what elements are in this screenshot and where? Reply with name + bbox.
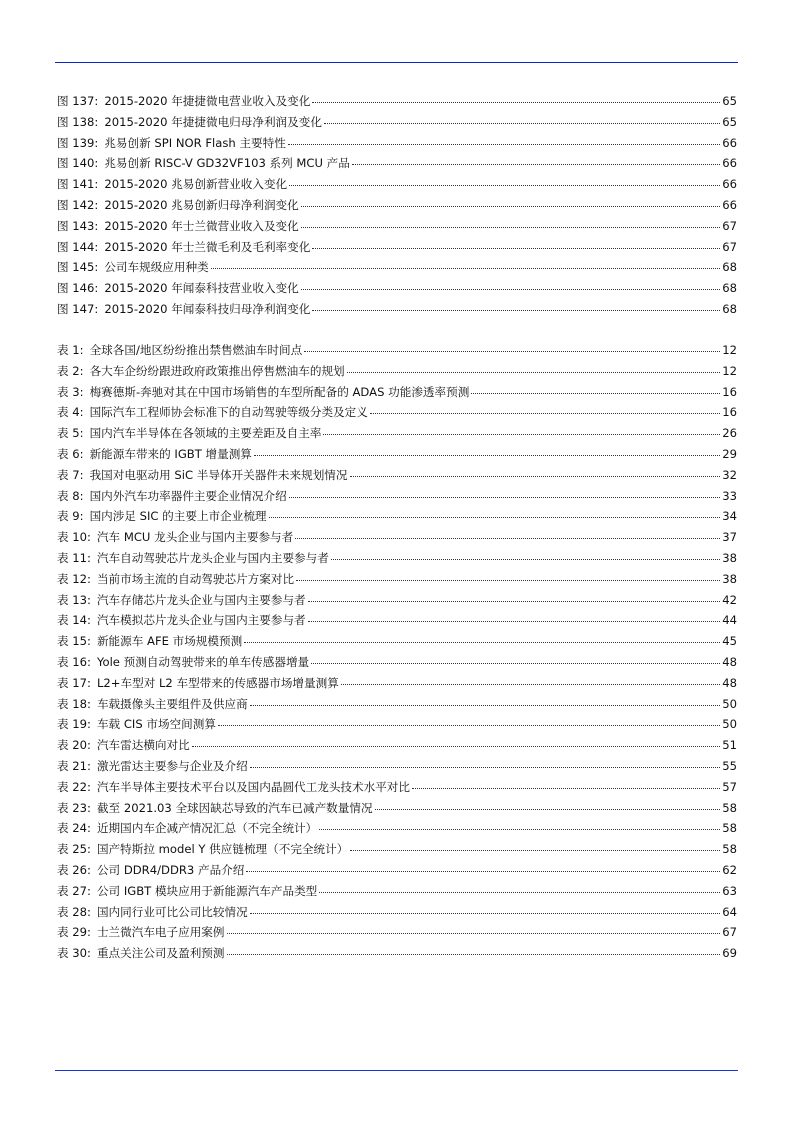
table-entry[interactable] xyxy=(57,860,737,881)
entry-title: 国产特斯拉 model Y 供应链梳理（不完全统计） xyxy=(96,842,349,857)
table-entry[interactable] xyxy=(57,694,737,715)
entry-label: 图 146: xyxy=(57,281,99,296)
dot-leader xyxy=(370,412,720,414)
entry-page-number: 45 xyxy=(722,634,737,649)
dot-leader xyxy=(312,247,720,249)
dot-leader xyxy=(301,226,720,228)
dot-leader xyxy=(312,101,720,103)
table-entry[interactable] xyxy=(57,714,737,735)
entry-page-number: 67 xyxy=(722,925,737,940)
dot-leader xyxy=(227,932,721,934)
entry-title: 2015-2020 年捷捷微电归母净利润及变化 xyxy=(104,114,322,129)
table-entry[interactable] xyxy=(57,756,737,777)
entry-label: 表 21: xyxy=(57,758,91,773)
dot-leader xyxy=(211,267,721,269)
entry-label: 表 22: xyxy=(57,779,91,794)
entry-label: 表 9: xyxy=(57,509,84,524)
entry-title: 车载摄像头主要组件及供应商 xyxy=(96,696,248,711)
table-entry[interactable] xyxy=(57,777,737,798)
entry-title: 新能源车带来的 IGBT 增量测算 xyxy=(89,446,252,461)
entry-page-number: 42 xyxy=(722,592,737,607)
table-entry[interactable] xyxy=(57,465,737,486)
entry-page-number: 58 xyxy=(722,821,737,836)
figure-entry[interactable] xyxy=(57,133,737,154)
entry-page-number: 48 xyxy=(722,654,737,669)
figure-list xyxy=(57,91,737,320)
entry-title: 国际汽车工程师协会标准下的自动驾驶等级分类及定义 xyxy=(89,405,368,420)
table-entry[interactable] xyxy=(57,631,737,652)
entry-page-number: 51 xyxy=(722,738,737,753)
entry-label: 表 26: xyxy=(57,862,91,877)
table-entry[interactable] xyxy=(57,402,737,423)
entry-page-number: 68 xyxy=(722,301,737,316)
entry-label: 表 25: xyxy=(57,842,91,857)
entry-page-number: 62 xyxy=(722,862,737,877)
entry-label: 表 10: xyxy=(57,530,91,545)
dot-leader xyxy=(308,620,721,622)
entry-page-number: 38 xyxy=(722,550,737,565)
figure-entry[interactable] xyxy=(57,112,737,133)
entry-page-number: 66 xyxy=(722,135,737,150)
dot-leader xyxy=(246,870,720,872)
dot-leader xyxy=(218,724,720,726)
dot-leader xyxy=(471,392,720,394)
dot-leader xyxy=(289,184,720,186)
entry-title: 近期国内车企减产情况汇总（不完全统计） xyxy=(96,821,318,836)
entry-title: 当前市场主流的自动驾驶芯片方案对比 xyxy=(96,571,295,586)
figure-entry[interactable] xyxy=(57,299,737,320)
entry-title: 重点关注公司及盈利预测 xyxy=(96,946,225,961)
entry-label: 表 23: xyxy=(57,800,91,815)
dot-leader xyxy=(331,558,720,560)
table-entry[interactable] xyxy=(57,673,737,694)
entry-title: 2015-2020 兆易创新归母净利润变化 xyxy=(104,197,299,212)
table-entry[interactable] xyxy=(57,569,737,590)
entry-title: 新能源车 AFE 市场规模预测 xyxy=(96,634,243,649)
entry-label: 表 3: xyxy=(57,384,84,399)
dot-leader xyxy=(323,433,720,435)
entry-title: 截至 2021.03 全球因缺芯导致的汽车已减产数量情况 xyxy=(96,800,373,815)
entry-title: 士兰微汽车电子应用案例 xyxy=(96,925,225,940)
entry-page-number: 68 xyxy=(722,260,737,275)
entry-page-number: 66 xyxy=(722,156,737,171)
entry-page-number: 66 xyxy=(722,197,737,212)
entry-page-number: 66 xyxy=(722,177,737,192)
entry-page-number: 12 xyxy=(722,363,737,378)
entry-title: 兆易创新 RISC-V GD32VF103 系列 MCU 产品 xyxy=(104,156,350,171)
entry-title: 汽车自动驾驶芯片龙头企业与国内主要参与者 xyxy=(96,550,329,565)
entry-page-number: 16 xyxy=(722,405,737,420)
entry-page-number: 44 xyxy=(722,613,737,628)
entry-title: 梅赛德斯-奔驰对其在中国市场销售的车型所配备的 ADAS 功能渗透率预测 xyxy=(89,384,470,399)
entry-title: Yole 预测自动驾驶带来的单车传感器增量 xyxy=(96,654,310,669)
figure-entry[interactable] xyxy=(57,153,737,174)
entry-page-number: 58 xyxy=(722,800,737,815)
entry-label: 表 7: xyxy=(57,467,84,482)
entry-title: 国内同行业可比公司比较情况 xyxy=(96,904,248,919)
entry-page-number: 50 xyxy=(722,717,737,732)
entry-title: 公司 IGBT 模块应用于新能源汽车产品类型 xyxy=(96,883,318,898)
dot-leader xyxy=(375,808,721,810)
table-entry[interactable] xyxy=(57,527,737,548)
entry-title: 2015-2020 年闻泰科技归母净利润变化 xyxy=(104,301,311,316)
entry-page-number: 29 xyxy=(722,446,737,461)
entry-label: 表 24: xyxy=(57,821,91,836)
figure-entry[interactable] xyxy=(57,195,737,216)
entry-page-number: 37 xyxy=(722,530,737,545)
entry-label: 表 17: xyxy=(57,675,91,690)
entry-label: 表 6: xyxy=(57,446,84,461)
dot-leader xyxy=(352,163,720,165)
entry-page-number: 58 xyxy=(722,842,737,857)
entry-page-number: 32 xyxy=(722,467,737,482)
entry-page-number: 68 xyxy=(722,281,737,296)
entry-label: 表 12: xyxy=(57,571,91,586)
entry-page-number: 63 xyxy=(722,883,737,898)
figure-entry[interactable] xyxy=(57,237,737,258)
entry-label: 图 145: xyxy=(57,260,99,275)
entry-label: 表 5: xyxy=(57,426,84,441)
dot-leader xyxy=(347,371,721,373)
figure-entry[interactable] xyxy=(57,278,737,299)
entry-title: 汽车雷达横向对比 xyxy=(96,738,190,753)
dot-leader xyxy=(288,143,720,145)
entry-title: 各大车企纷纷跟进政府政策推出停售燃油车的规划 xyxy=(89,363,345,378)
entry-label: 表 19: xyxy=(57,717,91,732)
entry-label: 图 139: xyxy=(57,135,99,150)
table-entry[interactable] xyxy=(57,361,737,382)
entry-title: 车载 CIS 市场空间测算 xyxy=(96,717,216,732)
entry-title: 2015-2020 兆易创新营业收入变化 xyxy=(104,177,288,192)
entry-page-number: 16 xyxy=(722,384,737,399)
figure-entry[interactable] xyxy=(57,257,737,278)
table-list xyxy=(57,340,737,964)
entry-title: 公司车规级应用种类 xyxy=(104,260,209,275)
entry-title: 汽车存储芯片龙头企业与国内主要参与者 xyxy=(96,592,306,607)
table-entry[interactable] xyxy=(57,902,737,923)
dot-leader xyxy=(350,475,721,477)
dot-leader xyxy=(311,662,720,664)
table-entry[interactable] xyxy=(57,382,737,403)
entry-label: 图 147: xyxy=(57,301,99,316)
entry-title: 全球各国/地区纷纷推出禁售燃油车时间点 xyxy=(89,343,303,357)
dot-leader xyxy=(308,600,721,602)
entry-page-number: 67 xyxy=(722,218,737,233)
footer-rule xyxy=(55,1070,738,1071)
entry-label: 图 138: xyxy=(57,114,99,129)
table-entry[interactable] xyxy=(57,881,737,902)
entry-label: 表 16: xyxy=(57,654,91,669)
entry-page-number: 69 xyxy=(722,946,737,961)
figure-entry[interactable] xyxy=(57,216,737,237)
dot-leader xyxy=(250,912,721,914)
entry-title: 我国对电驱动用 SiC 半导体开关器件未来规划情况 xyxy=(89,467,348,482)
dot-leader xyxy=(254,454,720,456)
dot-leader xyxy=(319,828,720,830)
entry-page-number: 64 xyxy=(722,904,737,919)
dot-leader xyxy=(192,745,721,747)
table-entry[interactable] xyxy=(57,652,737,673)
figure-entry[interactable] xyxy=(57,174,737,195)
entry-label: 图 141: xyxy=(57,177,99,192)
entry-page-number: 26 xyxy=(722,426,737,441)
entry-title: 汽车 MCU 龙头企业与国内主要参与者 xyxy=(96,530,294,545)
table-entry[interactable] xyxy=(57,486,737,507)
table-entry[interactable] xyxy=(57,548,737,569)
entry-title: 2015-2020 年士兰微营业收入及变化 xyxy=(104,218,299,233)
entry-label: 图 144: xyxy=(57,239,99,254)
table-entry[interactable] xyxy=(57,423,737,444)
dot-leader xyxy=(304,350,720,352)
table-entry[interactable] xyxy=(57,943,737,964)
table-entry[interactable] xyxy=(57,340,737,361)
table-entry[interactable] xyxy=(57,922,737,943)
entry-label: 表 11: xyxy=(57,550,91,565)
table-entry[interactable] xyxy=(57,798,737,819)
dot-leader xyxy=(295,537,720,539)
entry-label: 图 140: xyxy=(57,156,99,171)
entry-page-number: 48 xyxy=(722,675,737,690)
entry-page-number: 38 xyxy=(722,571,737,586)
entry-label: 表 2: xyxy=(57,363,84,378)
entry-label: 表 28: xyxy=(57,904,91,919)
entry-label: 表 8: xyxy=(57,488,84,503)
entry-label: 图 143: xyxy=(57,218,99,233)
entry-title: 兆易创新 SPI NOR Flash 主要特性 xyxy=(104,135,286,150)
entry-page-number: 33 xyxy=(722,488,737,503)
dot-leader xyxy=(341,683,720,685)
dot-leader xyxy=(227,953,721,955)
entry-page-number: 12 xyxy=(722,343,737,357)
dot-leader xyxy=(250,704,721,706)
table-entry[interactable] xyxy=(57,610,737,631)
entry-title: 2015-2020 年捷捷微电营业收入及变化 xyxy=(104,94,311,108)
entry-page-number: 57 xyxy=(722,779,737,794)
entry-title: 2015-2020 年闻泰科技营业收入变化 xyxy=(104,281,299,296)
entry-page-number: 34 xyxy=(722,509,737,524)
entry-title: 国内涉足 SIC 的主要上市企业梳理 xyxy=(89,509,267,524)
dot-leader xyxy=(350,849,720,851)
entry-title: L2+车型对 L2 车型带来的传感器市场增量测算 xyxy=(96,675,339,690)
entry-label: 表 30: xyxy=(57,946,91,961)
dot-leader xyxy=(301,205,720,207)
entry-title: 汽车半导体主要技术平台以及国内晶圆代工龙头技术水平对比 xyxy=(96,779,410,794)
table-entry[interactable] xyxy=(57,839,737,860)
entry-page-number: 67 xyxy=(722,239,737,254)
entry-title: 国内外汽车功率器件主要企业情况介绍 xyxy=(89,488,287,503)
dot-leader xyxy=(312,309,720,311)
entry-page-number: 50 xyxy=(722,696,737,711)
dot-leader xyxy=(289,496,721,498)
entry-label: 表 1: xyxy=(57,343,84,357)
entry-label: 表 14: xyxy=(57,613,91,628)
table-entry[interactable] xyxy=(57,506,737,527)
entry-label: 表 29: xyxy=(57,925,91,940)
figure-entry[interactable] xyxy=(57,91,737,112)
dot-leader xyxy=(412,787,720,789)
dot-leader xyxy=(324,122,720,124)
entry-label: 图 137: xyxy=(57,94,99,108)
dot-leader xyxy=(269,516,721,518)
entry-title: 激光雷达主要参与企业及介绍 xyxy=(96,758,248,773)
entry-page-number: 55 xyxy=(722,758,737,773)
dot-leader xyxy=(244,641,720,643)
table-entry[interactable] xyxy=(57,818,737,839)
entry-label: 表 27: xyxy=(57,883,91,898)
entry-label: 表 18: xyxy=(57,696,91,711)
entry-title: 国内汽车半导体在各领域的主要差距及自主率 xyxy=(89,426,322,441)
entry-label: 表 4: xyxy=(57,405,84,420)
entry-page-number: 65 xyxy=(722,114,737,129)
entry-title: 公司 DDR4/DDR3 产品介绍 xyxy=(96,862,245,877)
entry-label: 表 15: xyxy=(57,634,91,649)
dot-leader xyxy=(250,766,721,768)
dot-leader xyxy=(301,288,720,290)
entry-label: 图 142: xyxy=(57,197,99,212)
table-entry[interactable] xyxy=(57,735,737,756)
entry-label: 表 20: xyxy=(57,738,91,753)
table-entry[interactable] xyxy=(57,444,737,465)
header-rule xyxy=(55,62,738,63)
table-entry[interactable] xyxy=(57,590,737,611)
dot-leader xyxy=(319,891,720,893)
entry-title: 2015-2020 年士兰微毛利及毛利率变化 xyxy=(104,239,311,254)
entry-label: 表 13: xyxy=(57,592,91,607)
dot-leader xyxy=(296,579,720,581)
entry-title: 汽车模拟芯片龙头企业与国内主要参与者 xyxy=(96,613,306,628)
entry-page-number: 65 xyxy=(722,94,737,108)
